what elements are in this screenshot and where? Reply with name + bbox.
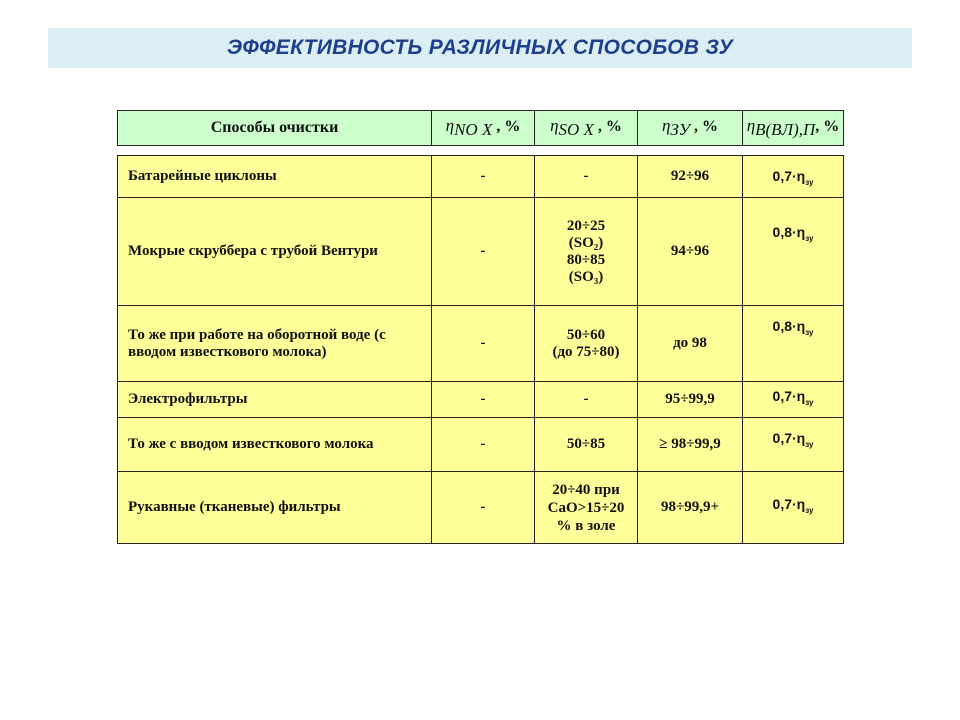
table-row xyxy=(118,418,844,472)
nox-cell: - xyxy=(432,418,535,472)
k-cell: $0,8\cdot\eta_{зу}$ xyxy=(743,306,844,382)
method-cell: Батарейные циклоны xyxy=(118,156,432,198)
zu-cell: 98÷99,9+ xyxy=(638,472,743,544)
method-cell: Электрофильтры xyxy=(118,382,432,418)
sox-cell: - xyxy=(535,156,638,198)
zu-cell: ≥ 98÷99,9 xyxy=(638,418,743,472)
header-nox: $\eta_{NO X}$ , % xyxy=(432,111,535,146)
nox-cell: - xyxy=(432,198,535,306)
k-cell: $0,7\cdot\eta_{зу}$ xyxy=(743,418,844,472)
k-cell: $0,8\cdot\eta_{зу}$ xyxy=(743,198,844,306)
header-vp: $\eta_{В(ВЛ),П}$, % xyxy=(743,111,844,146)
zu-cell: 94÷96 xyxy=(638,198,743,306)
zu-cell: до 98 xyxy=(638,306,743,382)
header-table xyxy=(117,110,844,146)
method-cell: То же при работе на оборотной воде (с вводом известкового молока) xyxy=(118,306,432,382)
title-bar xyxy=(48,28,912,68)
method-cell: Рукавные (тканевые) фильтры xyxy=(118,472,432,544)
table-row xyxy=(118,472,844,544)
table-row xyxy=(118,156,844,198)
k-cell: $0,7\cdot\eta_{зу}$ xyxy=(743,156,844,198)
sox-cell: 20÷25 (SO₂) 80÷85 (SO₃) xyxy=(535,198,638,306)
header-sox: $\eta_{SO X}$ , % xyxy=(535,111,638,146)
header-zu: $\eta_{ЗУ}$ , % xyxy=(638,111,743,146)
method-cell: Мокрые скруббера с трубой Вентури xyxy=(118,198,432,306)
table-row xyxy=(118,306,844,382)
table-row xyxy=(118,198,844,306)
nox-cell: - xyxy=(432,472,535,544)
k-cell: $0,7\cdot\eta_{зу}$ xyxy=(743,472,844,544)
data-table xyxy=(117,155,844,544)
zu-cell: 92÷96 xyxy=(638,156,743,198)
nox-cell: - xyxy=(432,382,535,418)
page-title: ЭФФЕКТИВНОСТЬ РАЗЛИЧНЫХ СПОСОБОВ ЗУ xyxy=(227,36,733,59)
nox-cell: - xyxy=(432,306,535,382)
method-cell: То же с вводом известкового молока xyxy=(118,418,432,472)
header-method: Способы очистки xyxy=(118,111,432,146)
nox-cell: - xyxy=(432,156,535,198)
table-row xyxy=(118,382,844,418)
sox-cell: 50÷60 (до 75÷80) xyxy=(535,306,638,382)
sox-cell: 20÷40 при CaO>15÷20 % в золе xyxy=(535,472,638,544)
zu-cell: 95÷99,9 xyxy=(638,382,743,418)
sox-cell: 50÷85 xyxy=(535,418,638,472)
k-cell: $0,7\cdot\eta_{зу}$ xyxy=(743,382,844,418)
sox-cell: - xyxy=(535,382,638,418)
